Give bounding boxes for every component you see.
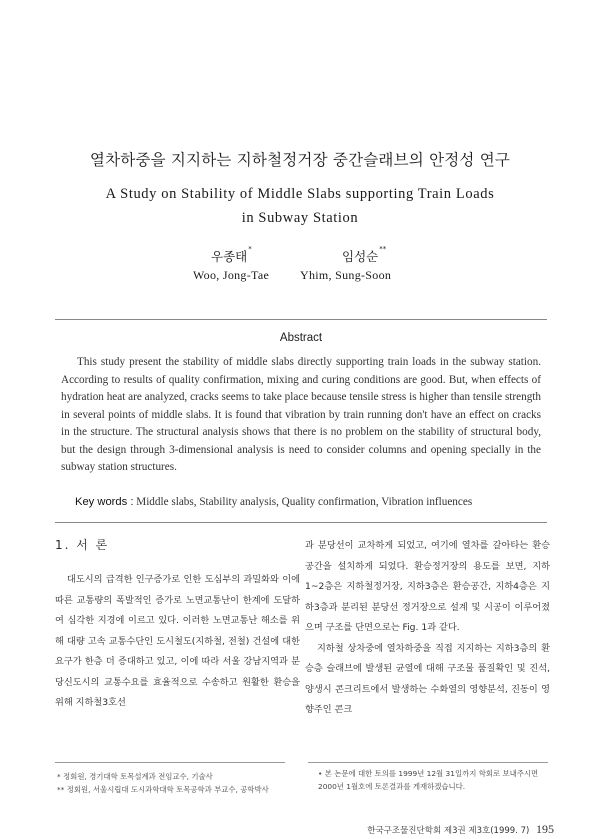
column-left: [55, 536, 300, 714]
column-right: [305, 536, 550, 721]
introduction-paragraph-1: 대도시의 급격한 인구증가로 인한 도심부의 과밀화와 이에 따른 교통량의 폭발적인 증가로 노면교통난이 한계에 도달하여 심각한 지경에 이르고 있다. 이러한 노면교통난 해소를 위해 대량 고속 교통수단인 도시철도(지하철, 전철) 건설에 대한 요구가 한층 더 증대하고 있고, 이에 따라 서울 강남지역과 분당신도시의 교통수요를 효율적으로 수송하고 원활한 환승을 위해 지하철3호선: [55, 574, 300, 708]
keywords: [75, 496, 541, 508]
keywords-label: Key words :: [75, 496, 134, 508]
discussion-note: [318, 767, 553, 793]
footnote-divider-left: [55, 762, 285, 763]
author-2-english: Yhim, Sung-Soon: [300, 268, 392, 282]
keywords-list: Middle slabs, Stability analysis, Quality confirmation, Vibration influences: [136, 496, 473, 508]
title-english-line-1: A Study on Stability of Middle Slabs supporting Train Loads: [105, 186, 495, 202]
author-1-name-ko: 우종태: [211, 249, 248, 264]
author-2-korean: [342, 247, 386, 265]
footnote-author-2: ** 정회원, 서울시립대 도시과학대학 토목공학과 부교수, 공학박사: [57, 785, 269, 794]
page-footer: [367, 822, 554, 837]
footnote-divider-right: [308, 762, 548, 763]
section-heading-introduction: 1. 서 론: [55, 538, 110, 552]
page-number: 195: [536, 822, 554, 836]
title-korean: 열차하중을 지지하는 지하철정거장 중간슬래브의 안정성 연구: [89, 151, 511, 169]
author-1-english: Woo, Jong-Tae: [193, 268, 270, 282]
abstract-heading: Abstract: [279, 332, 323, 344]
abstract-body: This study present the stability of middle slabs directly supporting train loads in the subway station. According to results of quality confirmation, mixing and curing conditions are good. But, when effects of hydration heat are analyzed, cracks seems to take place because tensile stress is higher than tensile strength in several points of middle slabs. It is found that vibration by train running don't have an effect on cracks in the structure. The structural analysis shows that there is no problem on the stability of structural body, but the design through 3-dimensional analysis is need to consider columns and opening specially in the subway station structures.: [61, 356, 541, 473]
footnote-discussion: • 본 논문에 대한 토의를 1999년 12월 31일까지 학회로 보내주시면 2000년 1월호에 토론결과를 게재하겠습니다.: [318, 769, 539, 791]
journal-citation: 한국구조물진단학회 제3권 제3호(1999. 7): [367, 826, 530, 836]
author-2-mark: **: [379, 245, 387, 253]
footnote-author-1: * 정회원, 경기대학 토목설계과 전임교수, 기술사: [57, 772, 213, 781]
author-affiliations: [57, 770, 297, 796]
author-1-mark: *: [248, 245, 252, 253]
introduction-paragraph-continued: 과 분당선이 교차하게 되었고, 여기에 열차를 갈아타는 환승공간을 설치하게 되었다. 환승정거장의 용도를 보면, 지하1~2층은 지하철정거장, 지하3층은 환승공간, 지하4층은 지하3층과 분리된 분당선 정거장으로 설계 및 시공이 이루어졌으며 구조를 단면으로는 Fig. 1과 같다.: [305, 540, 550, 633]
title-english: [60, 182, 540, 230]
author-1-korean: [211, 247, 252, 265]
introduction-paragraph-2: 지하철 상차중에 열차하중을 직접 지지하는 지하3층의 환승층 슬래브에 발생된 균열에 대해 구조물 품질확인 및 진석, 양생시 콘크리트에서 발생하는 수화열의 영향분석, 진동이 영향주인 콘크: [305, 642, 550, 715]
abstract-box: [55, 319, 547, 523]
title-english-line-2: in Subway Station: [241, 210, 359, 226]
author-2-name-ko: 임성순: [342, 249, 379, 264]
